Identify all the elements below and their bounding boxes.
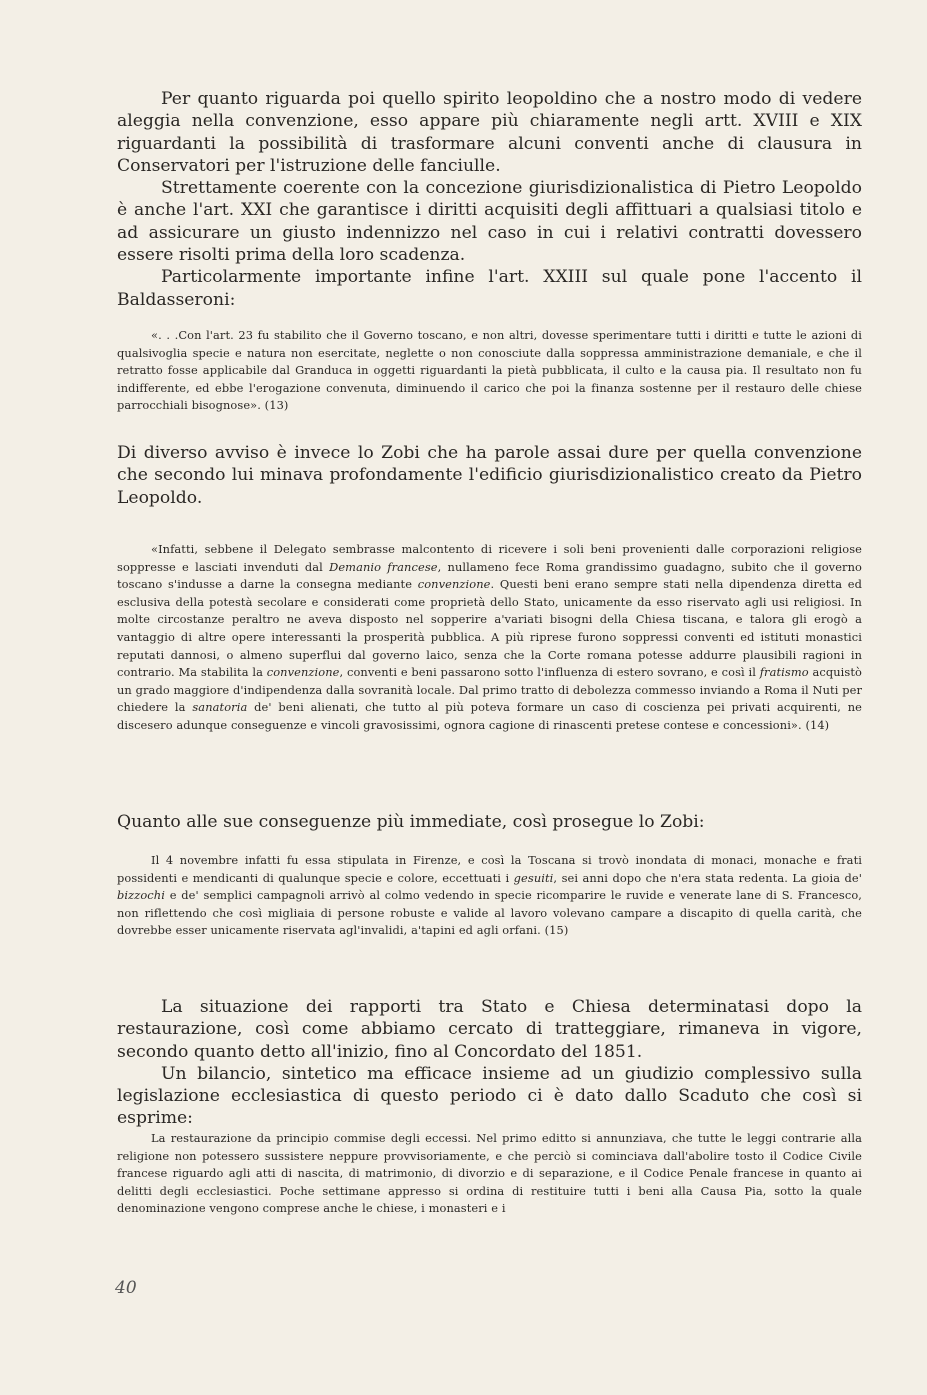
paragraph-restoration: La situazione dei rapporti tra Stato e Chiesa determinatasi dopo la restaurazione, così come abbiamo cercato di tratteggiare, rimaneva in vigore, secondo quanto detto all'inizio, fino al Concordato del 1851. (117, 997, 862, 1062)
quote-scaduto-text: La restaurazione da principio commise degli eccessi. Nel primo editto si annunziava, che tutte le leggi contrarie alla religione non potessero sussistere neppure provvisoriamente, e che perciò si cominciava dall'abolire tosto il Codice Civile francese riguardo agli atti di nascita, di matrimonio, di divorzio e di separazione, e il Codice Penale francese in quanto ai delitti degli ecclesiastici. Poche settimane appresso si ordina di restituire tutti i beni alla Causa Pia, sotto la quale denominazione vengono comprese anche le chiese, i monasteri e i (117, 1131, 862, 1216)
quote-baldasseroni-text: «. . .Con l'art. 23 fu stabilito che il Governo toscano, e non altri, dovesse sperimentare tutti i diritti e tutte le azioni di qualsivoglia specie e natura non esercitate, neglette o non conosciute dalla soppressa amministrazione demaniale, e che il retratto fosse applicabile dal Granduca in oggetti riguardanti la pietà pubblicata, il culto e la causa pia. Il resultato non fu indifferente, ed ebbe l'erogazione convenuta, diminuendo il carico che poi la finanza sostenne per il restauro delle chiese parrocchiali bisognose». (13) (117, 328, 862, 413)
paragraph-art-xxiii: Particolarmente importante infine l'art. XXIII sul quale pone l'accento il Baldasseroni: (117, 267, 862, 310)
page-number: 40 (115, 1278, 137, 1298)
quote-zobi-2-text: Il 4 novembre infatti fu essa stipulata in Firenze, e così la Toscana si trovò inondata di monaci, monache e frati possidenti e mendicanti di qualunque specie e colore, eccettuati i gesuiti, sei anni dopo che n'era stata redenta. La gioia de' bizzochi e de' semplici campagnoli arrivò al colmo vedendo in specie ricomparire le ruvide e venerate lane di S. Francesco, non riflettendo che così migliaia di persone robuste e valide al lavoro volevano campare a discapito di quella carità, che dovrebbe esser unicamente riservata agl'invalidi, a'tapini ed agli orfani. (15) (117, 853, 862, 938)
paragraph-leopoldine-spirit: Per quanto riguarda poi quello spirito leopoldino che a nostro modo di vedere aleggia nella convenzione, esso appare più chiaramente negli artt. XVIII e XIX riguardanti la possibilità di trasformare alcuni conventi anche di clausura in Conservatori per l'istruzione delle fanciulle. (117, 89, 862, 176)
intro-paragraphs (117, 88, 862, 311)
quote-zobi-1-text: «Infatti, sebbene il Delegato sembrasse malcontento di ricevere i soli beni provenienti dalle corporazioni religiose soppresse e lasciati invenduti dal Demanio francese, nullameno fece Roma grandissimo guadagno, subito che il governo toscano s'indusse a darne la consegna mediante convenzione. Questi beni erano sempre stati nella dipendenza diretta ed esclusiva della potestà secolare e considerati come proprietà dello Stato, unicamente da esso riservato agli usi religiosi. In molte circostanze peraltro ne aveva disposto nel sopperire a'variati bisogni della Chiesa tiscana, e talora gli erogò a vantaggio di altre opere interessanti la prosperità pubblica. A più riprese furono soppressi conventi ed istituti monastici reputati dannosi, o almeno superflui dal governo laico, senza che la Corte romana potesse addurre plausibili ragioni in contrario. Ma stabilita la convenzione, conventi e beni passarono sotto l'influenza di estero sovrano, e così il fratismo acquistò un grado maggiore d'indipendenza dalla sovranità locale. Dal primo tratto di debolezza commesso inviando a Roma il Nuti per chiedere la sanatoria de' beni alienati, che tutto al più poteva formare un caso di coscienza pei privati acquirenti, ne discesero adunque conseguenze e vincoli gravosissimi, ognora cagione di rinascenti pretese contese e concessioni». (14) (117, 542, 862, 732)
paragraph-zobi-intro (117, 442, 862, 509)
quote-zobi-2 (117, 852, 862, 940)
paragraph-consequences (117, 811, 862, 833)
closing-paragraphs (117, 996, 862, 1130)
paragraph-zobi-continues: Quanto alle sue conseguenze più immediate, così prosegue lo Zobi: (117, 812, 705, 832)
quote-baldasseroni (117, 327, 862, 415)
paragraph-zobi-opinion: Di diverso avviso è invece lo Zobi che ha parole assai dure per quella convenzione che secondo lui minava profondamente l'edificio giurisdizionalistico creato da Pietro Leopoldo. (117, 443, 862, 508)
quote-scaduto (117, 1130, 862, 1218)
paragraph-art-xxi: Strettamente coerente con la concezione giurisdizionalistica di Pietro Leopoldo è anche l'art. XXI che garantisce i diritti acquisiti degli affittuari a qualsiasi titolo e ad assicurare un giusto indennizzo nel caso in cui i relativi contratti dovessero essere risolti prima della loro scadenza. (117, 178, 862, 266)
paragraph-scaduto: Un bilancio, sintetico ma efficace insieme ad un giudizio complessivo sulla legislazione ecclesiastica di questo periodo ci è dato dallo Scaduto che così si esprime: (117, 1063, 862, 1129)
quote-zobi-1 (117, 541, 862, 735)
